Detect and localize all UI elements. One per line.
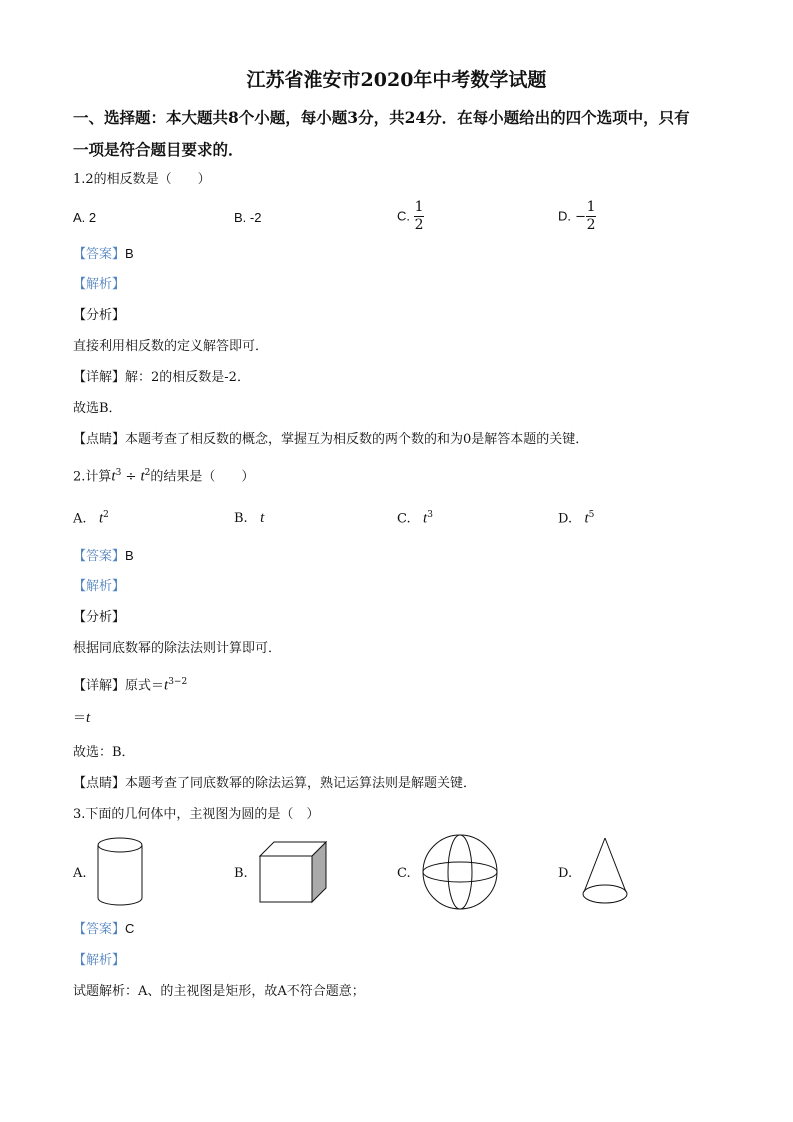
- var-t: t: [86, 710, 91, 726]
- q3-explain: 试题解析：A、的主视图是矩形，故A不符合题意；: [73, 984, 365, 999]
- q2-analysis-label: 【解析】: [73, 579, 126, 594]
- page-title: 江苏省淮安市2020年中考数学试题: [246, 69, 547, 91]
- option-letter: B.: [234, 511, 248, 526]
- cylinder-figure: [98, 838, 142, 905]
- q3-stem: 3.下面的几何体中，主视图为圆的是（ ）: [73, 807, 320, 822]
- option-letter: C.: [397, 208, 410, 224]
- equals: ＝: [73, 711, 87, 726]
- section-heading: 一、选择题：本大题共8个小题，每小题3分，共24分．在每小题给出的四个选项中，只有: [73, 108, 690, 127]
- q1-stem: 1.2的相反数是（ ）: [73, 172, 211, 187]
- detail-label: 【详解】: [73, 678, 126, 694]
- var-t: t: [260, 510, 265, 526]
- q3-answer: [73, 922, 134, 936]
- q1-analysis-label: 【解析】: [73, 277, 126, 292]
- q2-fenxi: 根据同底数幂的除法法则计算即可．: [73, 641, 282, 656]
- q1-fenxi: 直接利用相反数的定义解答即可．: [73, 339, 269, 354]
- answer-label: 【答案】: [73, 247, 126, 262]
- q1-option-b: B. -2: [234, 210, 262, 225]
- denominator: 2: [586, 217, 596, 234]
- exp: 3−2: [168, 677, 188, 687]
- dianjing-text: 本题考查了相反数的概念，掌握互为相反数的两个数的和为0是解答本题的关键．: [125, 432, 589, 447]
- dianjing-label: 【点睛】: [73, 776, 126, 791]
- var-t: t: [111, 468, 116, 485]
- q2-choose: 故选：B．: [73, 745, 135, 760]
- detail-text: 解：2的相反数是-2．: [125, 370, 250, 385]
- detail-text: 原式＝: [125, 678, 165, 694]
- var-t: t: [140, 468, 145, 485]
- exp: 5: [588, 510, 595, 520]
- q3-option-b-label: B.: [234, 866, 248, 881]
- option-letter: C.: [397, 511, 411, 527]
- exp: 2: [103, 510, 109, 520]
- section-heading-cont: 一项是符合题目要求的．: [73, 140, 244, 159]
- answer-value: B: [125, 548, 134, 563]
- q3-analysis-label: 【解析】: [73, 953, 126, 968]
- minus-sign: −: [575, 209, 587, 225]
- option-letter: D.: [558, 208, 571, 224]
- sphere-figure: [423, 835, 497, 909]
- answer-value: B: [125, 246, 134, 261]
- answer-value: C: [125, 921, 135, 936]
- div-sign: ÷: [125, 469, 137, 485]
- cube-figure: [260, 842, 326, 902]
- numerator: 1: [586, 199, 596, 215]
- denominator: 2: [414, 217, 424, 234]
- var-t: t: [98, 510, 104, 527]
- cone-figure: [583, 838, 627, 903]
- stem-post: 的结果是（ ）: [150, 469, 255, 485]
- stem-pre: 2.计算: [73, 469, 112, 485]
- q3-option-d-label: D.: [558, 866, 573, 881]
- dianjing-text: 本题考查了同底数幂的除法运算，熟记运算法则是解题关键．: [125, 776, 477, 791]
- var-t: t: [164, 677, 169, 694]
- option-letter: D.: [558, 511, 573, 527]
- q3-option-a-label: A.: [73, 866, 87, 881]
- var-t: t: [584, 510, 589, 527]
- exp: 3: [115, 468, 122, 478]
- option-letter: A.: [73, 511, 87, 527]
- q1-option-a: A. 2: [73, 210, 97, 225]
- q2-fenxi-label: 【分析】: [73, 610, 126, 625]
- exp: 3: [427, 510, 433, 520]
- q3-option-c-label: C.: [397, 866, 411, 881]
- dianjing-label: 【点睛】: [73, 432, 126, 447]
- numerator: 1: [414, 199, 424, 215]
- answer-label: 【答案】: [73, 922, 126, 937]
- exp: 2: [144, 468, 151, 478]
- var-t: t: [423, 510, 428, 527]
- q1-fenxi-label: 【分析】: [73, 308, 126, 323]
- answer-label: 【答案】: [73, 549, 126, 564]
- q1-choose: 故选B．: [73, 401, 122, 416]
- detail-label: 【详解】: [73, 370, 126, 385]
